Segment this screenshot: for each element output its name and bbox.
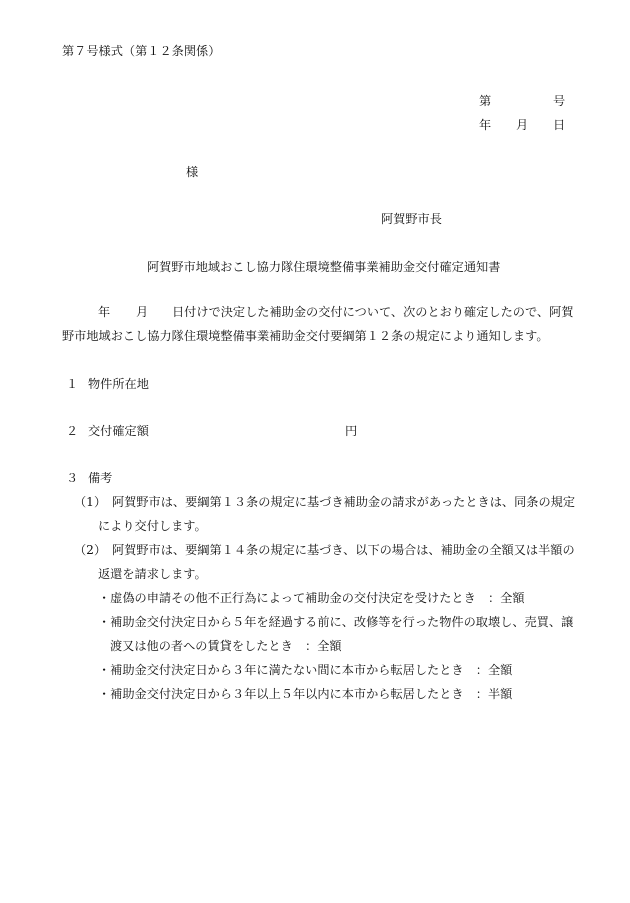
remark-bullet-1: ・虚偽の申請その他不正行為によって補助金の交付決定を受けたとき ：全額 [98, 591, 525, 605]
date-year: 年 [479, 118, 492, 132]
remark-bullet-2-line2: 渡又は他の者への賃貸をしたとき ：全額 [110, 639, 342, 653]
document-number-prefix: 第 [479, 94, 492, 108]
item-amount-number: ２ [66, 424, 79, 438]
remark-bullet-2-line1: ・補助金交付決定日から５年を経過する前に、改修等を行った物件の取壊し、売買、譲 [98, 615, 574, 629]
document-title: 阿賀野市地域おこし協力隊住環境整備事業補助金交付確定通知書 [147, 260, 501, 274]
body-text-line2: 野市地域おこし協力隊住環境整備事業補助金交付要綱第１２条の規定により通知します。 [62, 329, 549, 343]
issuer-name: 阿賀野市長 [381, 212, 442, 226]
item-remarks-label: 備考 [88, 471, 113, 485]
form-label: 第７号様式（第１２条関係） [62, 44, 221, 58]
item-property-number: １ [66, 377, 79, 391]
remark-2-number: （2） [74, 543, 107, 557]
remark-1-number: （1） [74, 495, 107, 509]
item-remarks-number: ３ [66, 471, 79, 485]
remark-bullet-4: ・補助金交付決定日から３年以上５年以内に本市から転居したとき ：半額 [98, 687, 513, 701]
remark-1-line1: 阿賀野市は、要綱第１３条の規定に基づき補助金の請求があったときは、同条の規定 [112, 495, 576, 509]
item-property-label: 物件所在地 [88, 377, 149, 391]
body-date-month: 月 [136, 305, 149, 319]
body-date-year: 年 [98, 305, 111, 319]
document-number-suffix: 号 [553, 94, 566, 108]
remark-bullet-3: ・補助金交付決定日から３年に満たない間に本市から転居したとき ：全額 [98, 663, 513, 677]
date-day: 日 [553, 118, 566, 132]
remark-1-line2: により交付します。 [98, 519, 207, 533]
remark-2-line2: 返還を請求します。 [98, 567, 207, 581]
body-text-line1: 日付けで決定した補助金の交付について、次のとおり確定したので、阿賀 [172, 305, 574, 319]
date-month: 月 [516, 118, 529, 132]
addressee-suffix: 様 [186, 165, 199, 179]
item-amount-unit: 円 [345, 424, 358, 438]
item-amount-label: 交付確定額 [88, 424, 149, 438]
remark-2-line1: 阿賀野市は、要綱第１４条の規定に基づき、以下の場合は、補助金の全額又は半額の [112, 543, 575, 557]
